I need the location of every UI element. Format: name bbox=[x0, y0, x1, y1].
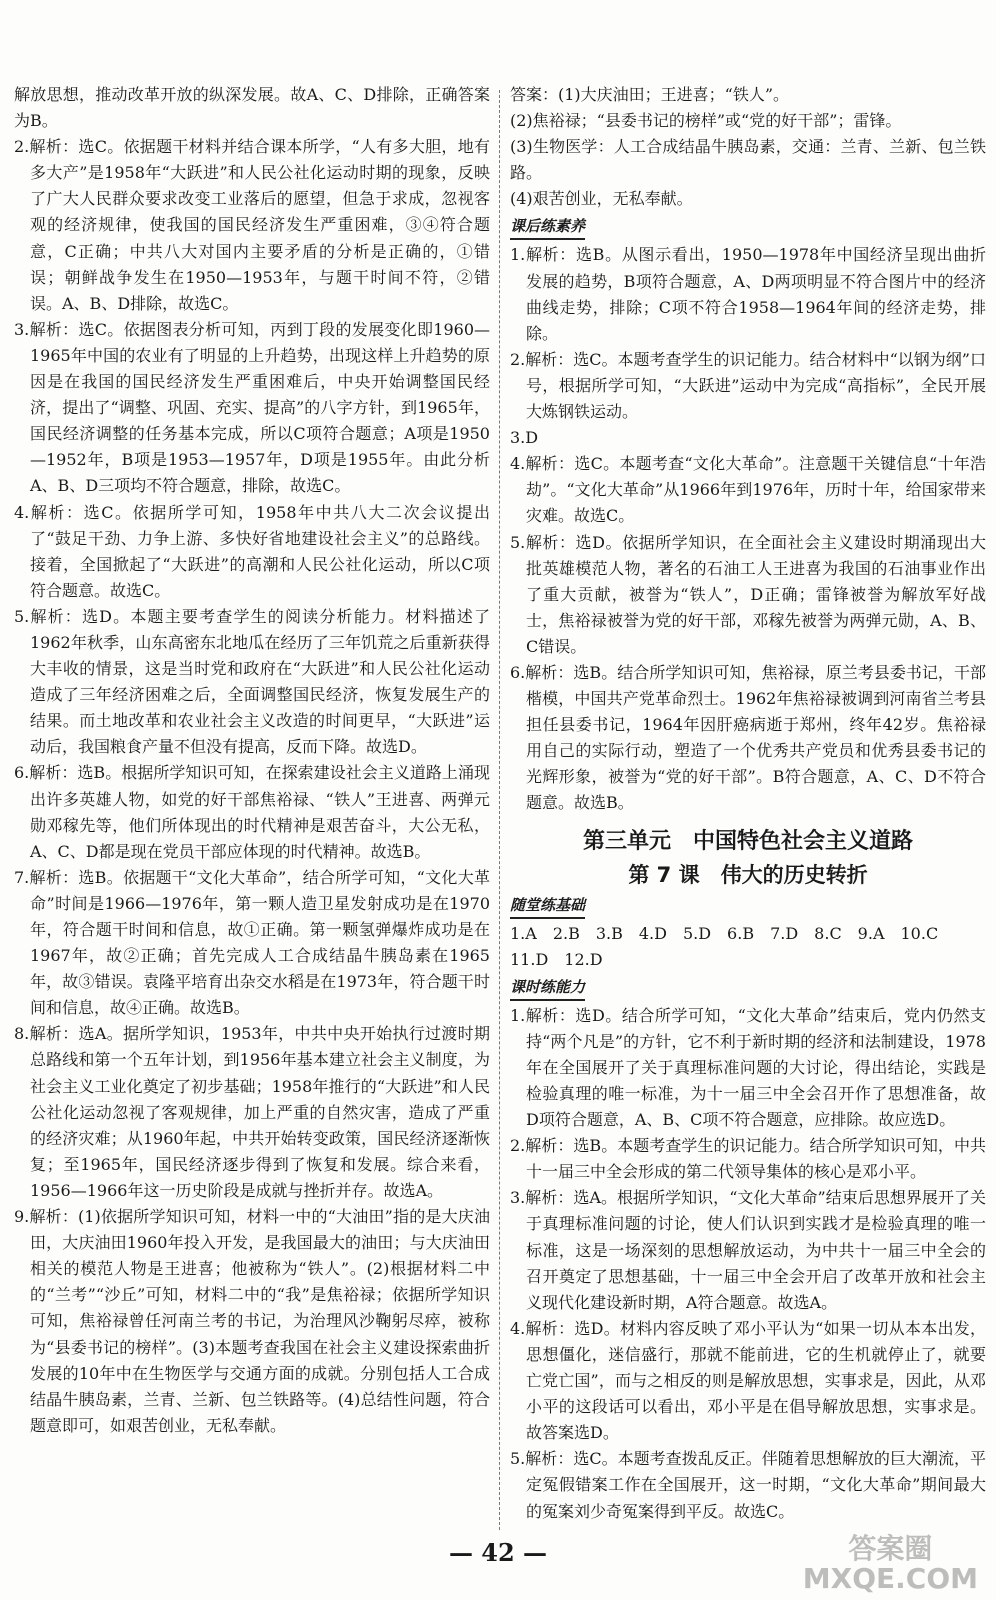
right-bottom-para-2: 3.解析：选A。根据所学知识，“文化大革命”结束后思想界展开了关于真理标准问题的讨论，使人们认识到实践才是检验真理的唯一标准，这是一场深刻的思想解放运动，为中共十一届三中全会的召开奠定了思想基础，十一届三中全会开启了改革开放和社会主义现代化建设新时期，A符合题意。故选A。 bbox=[510, 1188, 986, 1312]
answer-key-row-1: 1.A 2.B 3.B 4.D 5.D 6.B 7.D 8.C 9.A 10.C bbox=[510, 923, 939, 943]
left-para-4: 5.解析：选D。本题主要考查学生的阅读分析能力。材料描述了1962年秋季，山东高密东北地瓜在经历了三年饥荒之后重新获得大丰收的情景，这是当时党和政府在“大跃进”和人民公社化运动造成了三年经济困难之后，全面调整国民经济，恢复发展生产的结果。而土地改革和农业社会主义改造的时间更早，“大跃进”运动后，我国粮食产量不但没有提高，反而下降。故选D。 bbox=[14, 606, 490, 757]
answer-key-row-2: 11.D 12.D bbox=[510, 949, 603, 969]
left-column bbox=[14, 82, 490, 1439]
right-para-1: 2.解析：选C。本题考查学生的识记能力。结合材料中“以钢为纲”口号，根据所学可知，“大跃进”运动中为完成“高指标”，全民开展大炼钢铁运动。 bbox=[510, 349, 986, 422]
column-divider bbox=[499, 90, 500, 1530]
right-para-2: 3.D bbox=[510, 428, 539, 448]
right-para-5: 6.解析：选B。结合所学知识可知，焦裕禄，原兰考县委书记，干部楷模，中国共产党革命烈士。1962年焦裕禄被调到河南省兰考县担任县委书记，1964年因肝癌病逝于郑州，终年42岁。焦裕禄用自己的实际行动，塑造了一个优秀共产党员和优秀县委书记的光辉形象，被誉为“党的好干部”。B符合题意，A、C、D不符合题意。故选B。 bbox=[510, 662, 986, 813]
left-para-2: 3.解析：选C。依据图表分析可知，丙到丁段的发展变化即1960—1965年中国的农业有了明显的上升趋势，出现这样上升趋势的原因是在我国的国民经济发生严重困难后，中央开始调整国民经济，提出了“调整、巩固、充实、提高”的八字方针，到1965年，国民经济调整的任务基本完成，所以C项符合题意；A项是1950—1952年，B项是1953—1957年，D项是1955年。由此分析A、B、D三项均不符合题意，排除，故选C。 bbox=[14, 319, 490, 496]
right-bottom-para-4: 5.解析：选C。本题考查拨乱反正。伴随着思想解放的巨大潮流，平定冤假错案工作在全国展开，这一时期，“文化大革命”期间最大的冤案刘少奇冤案得到平反。故选C。 bbox=[510, 1449, 986, 1521]
right-para-4: 5.解析：选D。依据所学知识，在全面社会主义建设时期涌现出大批英雄模范人物，著名的石油工人王进喜为我国的石油事业作出了重大贡献，被誉为“铁人”，D正确；雷锋被誉为解放军好战士，焦裕禄被誉为党的好干部，邓稼先被誉为两弹元勋，A、B、C错误。 bbox=[510, 532, 986, 656]
answer-line-1: 答案：(1)大庆油田；王进喜；“铁人”。 bbox=[510, 85, 790, 104]
right-column bbox=[510, 82, 986, 1525]
section-heading-in-class: 随堂练基础 bbox=[510, 893, 585, 919]
left-para-3: 4.解析：选C。依据所学可知，1958年中共八大二次会议提出了“鼓足干劲、力争上游、多快好省地建设社会主义”的总路线。接着，全国掀起了“大跃进”的高潮和人民公社化运动，所以C项符合题意。故选C。 bbox=[14, 502, 490, 600]
right-bottom-para-1: 2.解析：选B。本题考查学生的识记能力。结合所学知识可知，中共十一届三中全会形成的第二代领导集体的核心是邓小平。 bbox=[510, 1136, 986, 1182]
answer-line-3: (3)生物医学：人工合成结晶牛胰岛素，交通：兰青、兰新、包兰铁路。 bbox=[510, 137, 986, 183]
left-para-5: 6.解析：选B。根据所学知识可知，在探索建设社会主义道路上涌现出许多英雄人物，如党的好干部焦裕禄、“铁人”王进喜、两弹元勋邓稼先等，他们所体现出的时代精神是艰苦奋斗，大公无私，A、C、D都是现在党员干部应体现的时代精神。故选B。 bbox=[14, 763, 490, 861]
left-para-0: 解放思想，推动改革开放的纵深发展。故A、C、D排除，正确答案为B。 bbox=[14, 85, 490, 131]
right-para-0: 1.解析：选B。从图示看出，1950—1978年中国经济呈现出曲折发展的趋势，B项符合题意，A、D两项明显不符合图片中的经济曲线走势，排除；C项不符合1958—1964年间的经济走势，排除。 bbox=[510, 245, 986, 343]
section-heading-after-class: 课后练素养 bbox=[510, 214, 585, 240]
watermark-logo bbox=[803, 1534, 978, 1594]
answer-line-2: (2)焦裕禄；“县委书记的榜样”或“党的好干部”；雷锋。 bbox=[510, 111, 902, 131]
lesson-title: 第 7 课 伟大的历史转折 bbox=[628, 862, 868, 887]
right-bottom-para-3: 4.解析：选D。材料内容反映了邓小平认为“如果一切从本本出发，思想僵化，迷信盛行，那就不能前进，它的生机就停止了，就要亡党亡国”，而与之相反的则是解放思想，实事求是，因此，从邓小平的这段话可以看出，邓小平是在倡导解放思想，实事求是。故答案选D。 bbox=[510, 1318, 986, 1443]
answer-line-4: (4)艰苦创业，无私奉献。 bbox=[510, 189, 693, 209]
section-heading-ability: 课时练能力 bbox=[510, 975, 585, 1001]
unit-title: 第三单元 中国特色社会主义道路 bbox=[582, 828, 913, 854]
left-para-6: 7.解析：选B。依据题干“文化大革命”，结合所学可知，“文化大革命”时间是1966—1976年，第一颗人造卫星发射成功是在1970年，符合题干时间和信息，故①正确。第一颗氢弹爆炸成功是在1967年，故②正确；首先完成人工合成结晶牛胰岛素在1965年，故③错误。袁隆平培育出杂交水稻是在1973年，符合题干时间和信息，故④正确。故选B。 bbox=[14, 867, 490, 1018]
watermark-text: 答案圈 bbox=[848, 1532, 933, 1565]
right-para-3: 4.解析：选C。本题考查“文化大革命”。注意题干关键信息“十年浩劫”。“文化大革命”从1966年到1976年，历时十年，给国家带来灾难。故选C。 bbox=[510, 454, 986, 526]
right-bottom-para-0: 1.解析：选D。结合所学可知，“文化大革命”结束后，党内仍然支持“两个凡是”的方针，它不利于新时期的经济和法制建设，1978年在全国展开了关于真理标准问题的大讨论，得出结论，实践是检验真理的唯一标准，为十一届三中全会召开作了思想准备，故D项符合题意，A、B、C项不符合题意，应排除。故应选D。 bbox=[510, 1005, 986, 1130]
page-number: — 42 — bbox=[448, 1538, 548, 1567]
watermark-url: MXQE.COM bbox=[802, 1562, 978, 1595]
left-para-8: 9.解析：(1)依据所学知识可知，材料一中的“大油田”指的是大庆油田，大庆油田1960年投入开发，是我国最大的油田；与大庆油田相关的模范人物是王进喜；他被称为“铁人”。(2)根据材料二中的“兰考”“沙丘”可知，材料二中的“我”是焦裕禄；依据所学知识可知，焦裕禄曾任河南兰考的书记，为治理风沙鞠躬尽瘁，被称为“县委书记的榜样”。(3)本题考查我国在社会主义建设探索曲折发展的10年中在生物医学与交通方面的成就。分别包括人工合成结晶牛胰岛素，兰青、兰新、包兰铁路等。(4)总结性问题，符合题意即可，如艰苦创业，无私奉献。 bbox=[14, 1207, 490, 1435]
left-para-1: 2.解析：选C。依据题干材料并结合课本所学，“人有多大胆，地有多大产”是1958年“大跃进”和人民公社化运动时期的现象，反映了广大人民群众要求改变工业落后的愿望，但急于求成，忽视客观的经济规律，使我国的国民经济发生严重困难，③④符合题意，C正确；中共八大对国内主要矛盾的分析是正确的，①错误；朝鲜战争发生在1950—1953年，与题干时间不符，②错误。A、B、D排除，故选C。 bbox=[14, 137, 490, 313]
left-para-7: 8.解析：选A。据所学知识，1953年，中共中央开始执行过渡时期总路线和第一个五年计划，到1956年基本建立社会主义制度，为社会主义工业化奠定了初步基础；1958年推行的“大跃进”和人民公社化运动忽视了客观规律，加上严重的自然灾害，造成了严重的经济灾难；从1960年起，中共开始转变政策，国民经济逐渐恢复；至1965年，国民经济逐步得到了恢复和发展。综合来看，1956—1966年这一历史阶段是成就与挫折并存。故选A。 bbox=[14, 1024, 490, 1200]
